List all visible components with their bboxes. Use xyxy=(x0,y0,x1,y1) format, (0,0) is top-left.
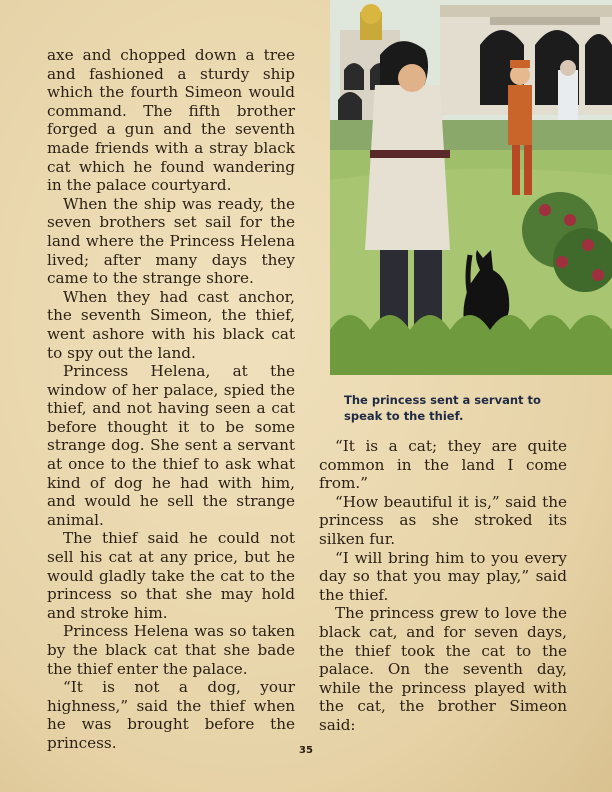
paragraph: When the ship was ready, the seven brothers set sail for the land where the Princess Helena lived; after many days they came to the strange shore. xyxy=(47,194,295,288)
paragraph: “It is a cat; they are quite common in the land I come from.” xyxy=(319,437,567,493)
palace-scene-illustration xyxy=(330,0,612,375)
paragraph: “I will bring him to you every day so that you may play,” said the thief. xyxy=(319,548,567,604)
left-text-column xyxy=(47,46,295,753)
paragraph: “How beautiful it is,” said the princess as she stroked its silken fur. xyxy=(319,492,567,548)
paragraph: The princess grew to love the black cat, and for seven days, the thief took the cat to the palace. On the seventh day, while the princess played with the cat, the brother Simeon said: xyxy=(319,604,567,734)
illustration-caption: The princess sent a servant to speak to the thief. xyxy=(344,393,541,423)
paragraph: Princess Helena, at the window of her palace, spied the thief, and not having seen a cat before thought it to be some strange dog. She sent a servant at once to the thief to ask what kind of dog he had with him, and would he sell the strange animal. xyxy=(47,362,295,529)
paragraph: The thief said he could not sell his cat at any price, but he would gladly take the cat to the princess so that she may hold and stroke him. xyxy=(47,529,295,622)
paragraph: When they had cast anchor, the seventh Simeon, the thief, went ashore with his black cat to spy out the land. xyxy=(47,287,295,362)
page-number: 35 xyxy=(299,745,313,756)
paragraph: “It is not a dog, your highness,” said the thief when he was brought before the princess. xyxy=(47,678,295,752)
paragraph: axe and chopped down a tree and fashioned a sturdy ship which the fourth Simeon would command. The fifth brother forged a gun and the seventh made friends with a stray black cat which he found wandering in the palace courtyard. xyxy=(47,46,295,195)
paragraph: Princess Helena was so taken by the black cat that she bade the thief enter the palace. xyxy=(47,622,295,678)
right-text-column xyxy=(319,437,567,735)
story-illustration xyxy=(330,0,612,375)
